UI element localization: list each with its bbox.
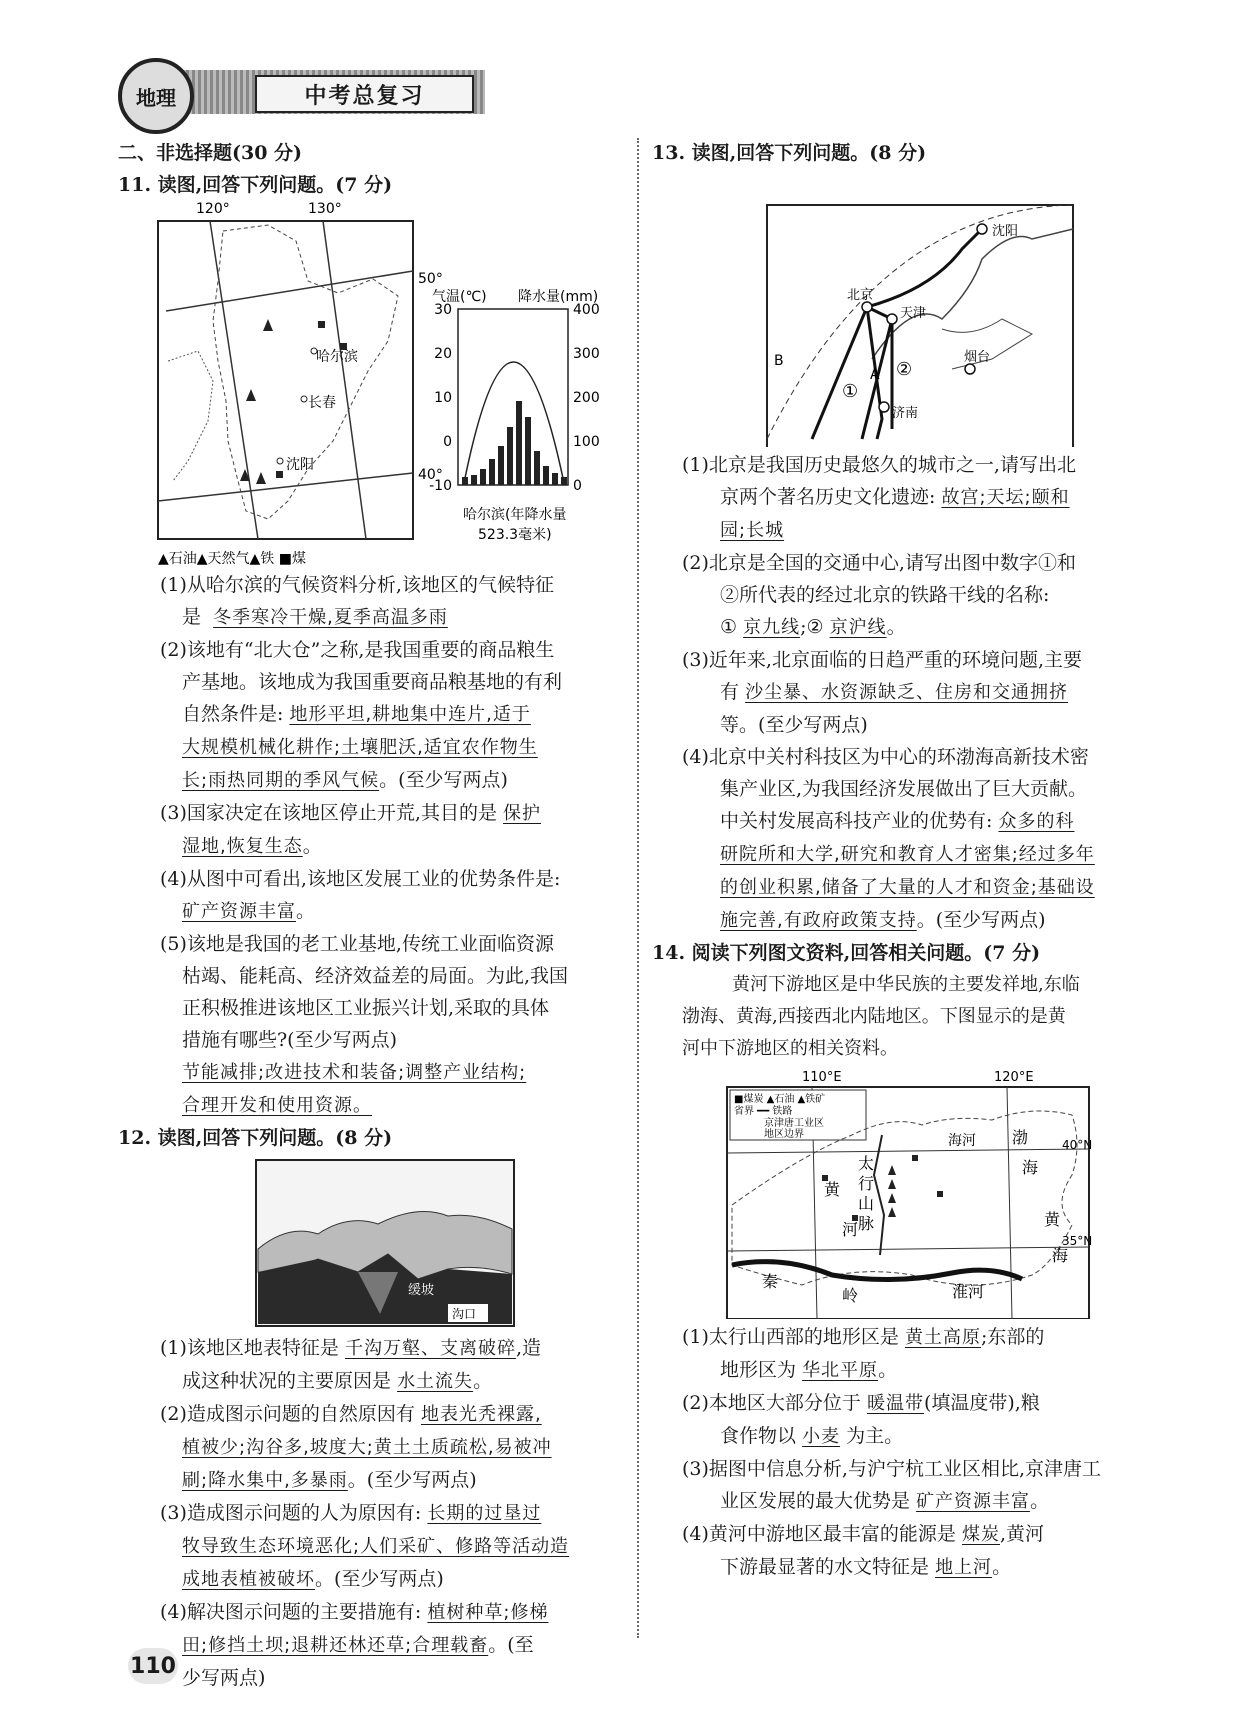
q11-map-and-climate-chart [118,201,628,569]
answer-12-2b: 植被少;沟谷多,坡度大;黄土土质疏松,易被冲 [182,1437,552,1458]
map-label-ling: 岭 [842,1286,859,1305]
lon-130-label: 130° [308,201,342,217]
svg-text:0: 0 [573,478,582,494]
answer-11-1: 冬季寒冷干燥,夏季高温多雨 [213,607,448,628]
q14-yellow-river-map [652,1065,1172,1319]
map-label-hai-2: 海 [1052,1246,1069,1265]
map-label-huang: 黄 [824,1180,841,1199]
answer-13-2b: 京沪线 [829,617,887,638]
city-changchun: 长春 [308,395,336,411]
q14-title: 14. 阅读下列图文资料,回答相关问题。(7 分) [652,942,1041,964]
answer-14-4b: 地上河 [935,1557,993,1578]
map-label-bo: 渤 [1012,1128,1029,1147]
map-label-huang-sea: 黄 [1044,1210,1061,1229]
legend-industrial-zone: 京津唐工业区 [764,1118,824,1129]
answer-11-4: 矿产资源丰富 [182,901,296,922]
header-title: 中考总复习 [255,75,474,113]
svg-text:-10: -10 [429,478,452,494]
answer-12-3b: 牧导致生态环境恶化;人们采矿、修路等活动造 [182,1536,570,1557]
answer-14-4a: 煤炭 [961,1524,1000,1545]
answer-14-1b: 华北平原 [802,1360,879,1381]
left-column: 二、非选择题(30 分) 11. 读图,回答下列问题。(7 分) 120° 130° 哈尔滨 长春 沈阳 50° 40° ▲石油▲天然气▲铁 ■煤 气温(℃) 降水量(mm) 30 20 10 0 -10 400 300 200 100 0 哈尔滨(年降水量 523.3毫米) (1)从哈尔滨的气候资料分析,该地区的气候特征 是 冬季寒冷干燥,夏季高温多雨 (2)该地有“北大仓”之称,是我国重要的商品粮生 产基地。该地成为我国重要商品粮基地的有利 自然条件是: 地形平坦,耕地集中连片,适于 大规模机械化耕作;土壤肥沃,适宜农作物生 长;雨热同期的季风气候。(至少写两点) (3)国家决定在该地区停止开荒,其目的是 保护 湿地,恢复生态。 (4)从图中可看出,该地区发展工业的优势条件是: 矿产资源丰富。 (5)该地是我国的老工业基地,传统工业面临资源 枯竭、能耗高、经济效益差的局面。为此,我国 正积极推进该地区工业振兴计划,采取的具体 措施有哪些?(至少写两点) 节能减排;改进技术和装备;调整产业结构; 合理开发和使用资源。 12. 读图,回答下列问题。(8 分) 缓坡 沟口 (1)该地区地表特征是 千沟万壑、支离破碎,造 成这种状况的主要原因是 水土流失。 (2)造成图示问题的自然原因有 地表光秃裸露, 植被少;沟谷多,坡度大;黄土土质疏松,易被冲 刷;降水集中,多暴雨。(至少写两点) (3)造成图示问题的人为原因有: 长期的过垦过 牧导致生态环境恶化;人们采矿、修路等活动造 成地表植被破坏。(至少写两点) (4)解决图示问题的主要措施有: 植树种草;修梯 田;修挡土坝;退耕还林还草;合理载畜。(至 少写两点) [118,137,623,1694]
svg-text:10: 10 [434,390,452,406]
answer-12-3a: 长期的过垦过 [427,1503,542,1524]
city-beijing: 北京 [847,288,874,303]
lat-50-label: 50° [418,271,443,287]
city-shenyang-2: 沈阳 [992,224,1019,239]
answer-14-2b: 小麦 [802,1426,841,1447]
q11-figure [118,201,623,569]
map-label-hai-river: 海河 [948,1133,976,1149]
section-title: 二、非选择题(30 分) [118,142,303,164]
lat-40n-label: 40°N [1062,1138,1093,1152]
city-tianjin: 天津 [900,306,927,321]
legend-boundaries: 省界 ━━ 铁路 [734,1106,793,1117]
precip-axis-title: 降水量(mm) [518,289,599,305]
map-label-qin: 秦 [762,1272,779,1291]
label-a: A [870,367,880,383]
railway-1-marker: ① [842,381,859,402]
answer-13-2a: 京九线 [743,617,801,638]
answer-13-1a: 故宫;天坛;颐和 [941,487,1070,508]
answer-12-4a: 植树种草;修梯 [427,1602,549,1623]
map-label-hang: 行 [858,1174,875,1193]
answer-11-3b: 湿地,恢复生态 [182,836,303,857]
answer-13-1b: 园;长城 [720,520,785,541]
answer-13-4a: 众多的科 [998,811,1075,832]
answer-13-4c: 的创业积累,储备了大量的人才和资金;基础设 [720,877,1095,898]
city-harbin: 哈尔滨 [316,349,358,365]
map-label-shan: 山 [858,1194,875,1213]
map-label-tai: 太 [858,1154,875,1173]
svg-text:20: 20 [434,346,452,362]
svg-text:400: 400 [573,302,600,318]
gentle-slope-label: 缓坡 [408,1283,435,1298]
lon-120-label: 120° [196,201,230,217]
q13-figure [652,169,1172,449]
answer-12-2c: 刷;降水集中,多暴雨 [182,1470,348,1491]
lat-40-label: 40° [418,467,443,483]
city-shenyang: 沈阳 [286,457,314,473]
map-label-mai: 脉 [858,1214,875,1233]
answer-13-4d: 施完善,有政府政策支持 [720,910,917,931]
lon-120e-label: 120°E [994,1070,1034,1085]
answer-12-3c: 成地表植被破坏 [182,1569,315,1590]
answer-11-5a: 节能减排;改进技术和装备;调整产业结构; [182,1062,527,1083]
answer-13-4b: 研院所和大学,研究和教育人才密集;经过多年 [720,844,1095,865]
q12-figure [118,1154,623,1332]
gully-mouth-label: 沟口 [452,1307,477,1321]
column-divider [637,138,639,1638]
answer-11-2a: 地形平坦,耕地集中连片,适于 [289,704,531,725]
climate-caption-1: 哈尔滨(年降水量 [463,507,567,523]
legend-minerals: ■煤炭 ▲石油 ▲铁矿 [734,1094,826,1105]
map-label-huai-river: 淮河 [952,1282,985,1301]
answer-14-2a: 暖温带 [866,1393,924,1414]
answer-13-3: 沙尘暴、水资源缺乏、住房和交通拥挤 [745,682,1069,703]
right-column: 13. 读图,回答下列问题。(8 分) 沈阳 北京 天津 烟台 济南 A B ① ② (1)北京是我国历史最悠久的城市之一,请写出北 京两个著名历史文化遗迹: 故宫;天坛;颐和 园;长城 (2)北京是全国的交通中心,请写出图中数字①和 ②所代表的经过北京的铁路干线的名称: ① 京九线;② 京沪线。 (3)近年来,北京面临的日趋严重的环境问题,主要 有 沙尘暴、水资源缺乏、住房和交通拥挤 等。(至少写两点) (4)北京中关村科技区为中心的环渤海高新技术密 集产业区,为我国经济发展做出了巨大贡献。 中关村发展高科技产业的优势有: 众多的科 研院所和大学,研究和教育人才密集;经过多年 的创业积累,储备了大量的人才和资金;基础设 施完善,有政府政策支持。(至少写两点) 14. 阅读下列图文资料,回答相关问题。(7 分) 黄河下游地区是中华民族的主要发祥地,东临 渤海、黄海,西接西北内陆地区。下图显示的是黄 河中下游地区的相关资料。 110°E 120°E ■煤炭 ▲石油 ▲铁矿 省界 ━━ 铁路 京津唐工业区 地区边界 40°N 35°N 黄 河 太 行 山 脉 秦 岭 淮河 渤 海 海河 黄 海 (1)太行山西部的地形区是 黄土高原;东部的 地形区为 华北平原。 (2)本地区大部分位于 暖温带(填温度带),粮 食作物以 小麦 为主。 (3)据图中信息分析,与沪宁杭工业区相比,京津唐工 业区发展的最大优势是 矿产资源丰富。 (4)黄河中游地区最丰富的能源是 煤炭,黄河 下游最显著的水文特征是 地上河。 [652,137,1172,1584]
answer-14-1a: 黄土高原 [904,1327,981,1348]
map-label-he: 河 [842,1220,859,1239]
answer-11-2b: 大规模机械化耕作;土壤肥沃,适宜农作物生 [182,737,538,758]
label-b: B [774,353,784,369]
temp-axis-title: 气温(℃) [432,289,487,305]
answer-14-3: 矿产资源丰富 [916,1491,1031,1512]
svg-text:300: 300 [573,346,600,362]
page-number: 110 [128,1648,178,1684]
lon-110e-label: 110°E [802,1070,842,1085]
subject-badge: 地理 [118,58,194,134]
railway-2-marker: ② [896,359,913,380]
answer-12-4b: 田;修挡土坝;退耕还林还草;合理载畜 [182,1635,489,1656]
svg-text:100: 100 [573,434,600,450]
climate-caption-2: 523.3毫米) [478,527,552,543]
answer-12-2a: 地表光秃裸露, [420,1404,542,1425]
answer-11-2c: 长;雨热同期的季风气候 [182,770,380,791]
answer-11-5b: 合理开发和使用资源。 [182,1095,372,1116]
answer-11-3a: 保护 [503,803,542,824]
city-jinan: 济南 [892,406,919,421]
q12-landscape-image [118,1154,628,1330]
answer-12-1b: 水土流失 [397,1371,474,1392]
q11-map-legend: ▲石油▲天然气▲铁 ■煤 [158,551,306,567]
q11-title: 11. 读图,回答下列问题。(7 分) [118,174,393,196]
q13-title: 13. 读图,回答下列问题。(8 分) [652,142,927,164]
svg-text:0: 0 [443,434,452,450]
answer-12-1a: 千沟万壑、支离破碎 [344,1338,516,1359]
q12-title: 12. 读图,回答下列问题。(8 分) [118,1127,393,1149]
map-label-hai-1: 海 [1022,1158,1039,1177]
q14-figure [652,1065,1172,1321]
lat-35n-label: 35°N [1062,1234,1093,1248]
svg-text:200: 200 [573,390,600,406]
city-yantai: 烟台 [964,350,991,365]
q13-railway-map [652,169,1172,447]
svg-text:30: 30 [434,302,452,318]
legend-region-border: 地区边界 [764,1129,804,1140]
